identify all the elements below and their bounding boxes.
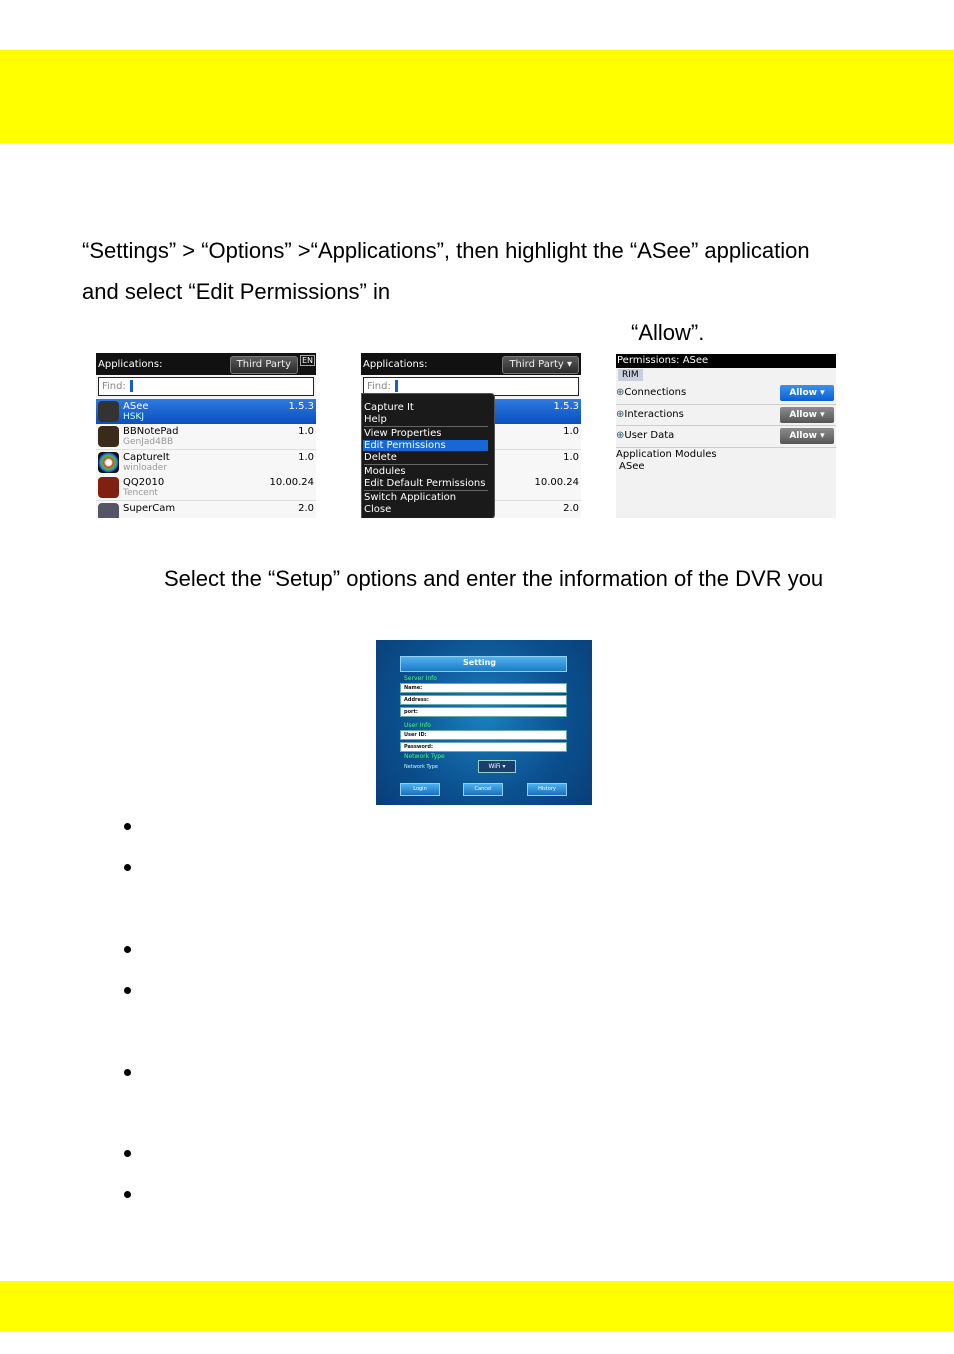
header-band bbox=[0, 50, 954, 143]
app-row[interactable]: ASee HSKJ 1.5.3 bbox=[96, 399, 316, 424]
footer-band bbox=[0, 1281, 954, 1331]
menu-item-capture-it[interactable]: Capture It bbox=[364, 402, 414, 413]
find-field[interactable]: Find: bbox=[363, 377, 579, 396]
filter-dropdown[interactable]: Third Party ▾ bbox=[502, 356, 579, 374]
module-asee: ASee bbox=[619, 461, 645, 472]
permission-interactions[interactable]: ⊕Interactions bbox=[616, 409, 684, 420]
menu-item-help[interactable]: Help bbox=[364, 414, 387, 425]
bullet-point bbox=[124, 946, 131, 953]
context-menu bbox=[361, 393, 495, 518]
permissions-screenshot bbox=[616, 354, 836, 518]
qq-app-icon bbox=[98, 477, 119, 498]
permission-user-data[interactable]: ⊕User Data bbox=[616, 430, 675, 441]
instruction-line-4: Select the “Setup” options and enter the information of the DVR you bbox=[164, 566, 824, 591]
network-type-section-label: Network Type bbox=[404, 753, 445, 760]
app-row[interactable]: SuperCam 2.0 bbox=[96, 501, 316, 518]
cancel-button[interactable]: Cancel bbox=[463, 783, 503, 796]
expand-icon: ⊕ bbox=[616, 409, 625, 420]
menu-item-edit-default-permissions[interactable]: Edit Default Permissions bbox=[364, 478, 486, 489]
bullet-point bbox=[124, 864, 131, 871]
network-type-label: Network Type bbox=[404, 764, 438, 770]
setting-screenshot bbox=[376, 640, 592, 805]
menu-item-close[interactable]: Close bbox=[364, 504, 392, 515]
menu-item-delete[interactable]: Delete bbox=[364, 452, 397, 463]
app-row[interactable]: BBNotePad GenJad4BB 1.0 bbox=[96, 424, 316, 450]
menu-item-modules[interactable]: Modules bbox=[364, 466, 406, 477]
applications-screenshot bbox=[96, 353, 316, 518]
menu-item-view-properties[interactable]: View Properties bbox=[364, 428, 442, 439]
instruction-line-3: “Allow”. bbox=[631, 320, 705, 345]
app-row[interactable]: 10.00.24 bbox=[361, 475, 581, 501]
app-row[interactable]: 1.0 bbox=[361, 450, 581, 476]
context-menu-screenshot bbox=[361, 353, 581, 518]
connections-allow-dropdown[interactable]: Allow ▾ bbox=[780, 385, 834, 401]
rim-tab[interactable]: RIM bbox=[618, 369, 643, 381]
bullet-point bbox=[124, 1191, 131, 1198]
application-modules-label: Application Modules bbox=[616, 449, 717, 460]
supercam-app-icon bbox=[98, 503, 119, 518]
user-id-field[interactable]: User ID: bbox=[400, 730, 567, 740]
apps-title: Applications: bbox=[98, 359, 163, 370]
app-row[interactable]: QQ2010 Tencent 10.00.24 bbox=[96, 475, 316, 501]
menu-item-switch-application[interactable]: Switch Application bbox=[364, 492, 457, 503]
user-info-label: User Info bbox=[404, 722, 431, 729]
menu-item-edit-permissions[interactable]: Edit Permissions bbox=[363, 440, 488, 451]
port-field[interactable]: port: bbox=[400, 707, 567, 717]
app-row[interactable]: 2.0 bbox=[361, 501, 581, 518]
camera-app-icon bbox=[98, 452, 119, 473]
interactions-allow-dropdown[interactable]: Allow ▾ bbox=[780, 407, 834, 423]
permission-connections[interactable]: ⊕Connections bbox=[616, 387, 687, 398]
filter-dropdown[interactable]: Third Party bbox=[230, 356, 298, 374]
instruction-line-2: and select “Edit Permissions” in bbox=[82, 279, 391, 304]
password-field[interactable]: Password: bbox=[400, 742, 567, 752]
bullet-point bbox=[124, 987, 131, 994]
find-field[interactable]: Find: bbox=[98, 377, 314, 396]
apps-header bbox=[96, 353, 316, 375]
app-row[interactable]: 1.5.3 bbox=[361, 399, 581, 424]
server-info-label: Server Info bbox=[404, 675, 437, 682]
history-button[interactable]: History bbox=[527, 783, 567, 796]
name-field[interactable]: Name: bbox=[400, 683, 567, 693]
instruction-line-1: “Settings” > “Options” >“Applications”, then highlight the “ASee” application bbox=[82, 238, 810, 263]
expand-icon: ⊕ bbox=[616, 387, 625, 398]
menu-screen-header: Applications: Third Party ▾ bbox=[361, 353, 581, 375]
user-data-allow-dropdown[interactable]: Allow ▾ bbox=[780, 428, 834, 444]
login-button[interactable]: Login bbox=[400, 783, 440, 796]
setting-title-bar: Setting bbox=[400, 656, 567, 672]
asee-app-icon bbox=[98, 401, 119, 422]
bullet-point bbox=[124, 1069, 131, 1076]
language-indicator: EN bbox=[301, 356, 313, 365]
app-row[interactable]: CaptureIt winloader 1.0 bbox=[96, 450, 316, 476]
app-row[interactable]: 1.0 bbox=[361, 424, 581, 450]
address-field[interactable]: Address: bbox=[400, 695, 567, 705]
notepad-app-icon bbox=[98, 426, 119, 447]
bullet-point bbox=[124, 823, 131, 830]
permissions-header: Permissions: ASee bbox=[616, 354, 836, 368]
expand-icon: ⊕ bbox=[616, 430, 625, 441]
network-type-dropdown[interactable]: WiFi ▾ bbox=[478, 760, 516, 773]
bullet-point bbox=[124, 1150, 131, 1157]
